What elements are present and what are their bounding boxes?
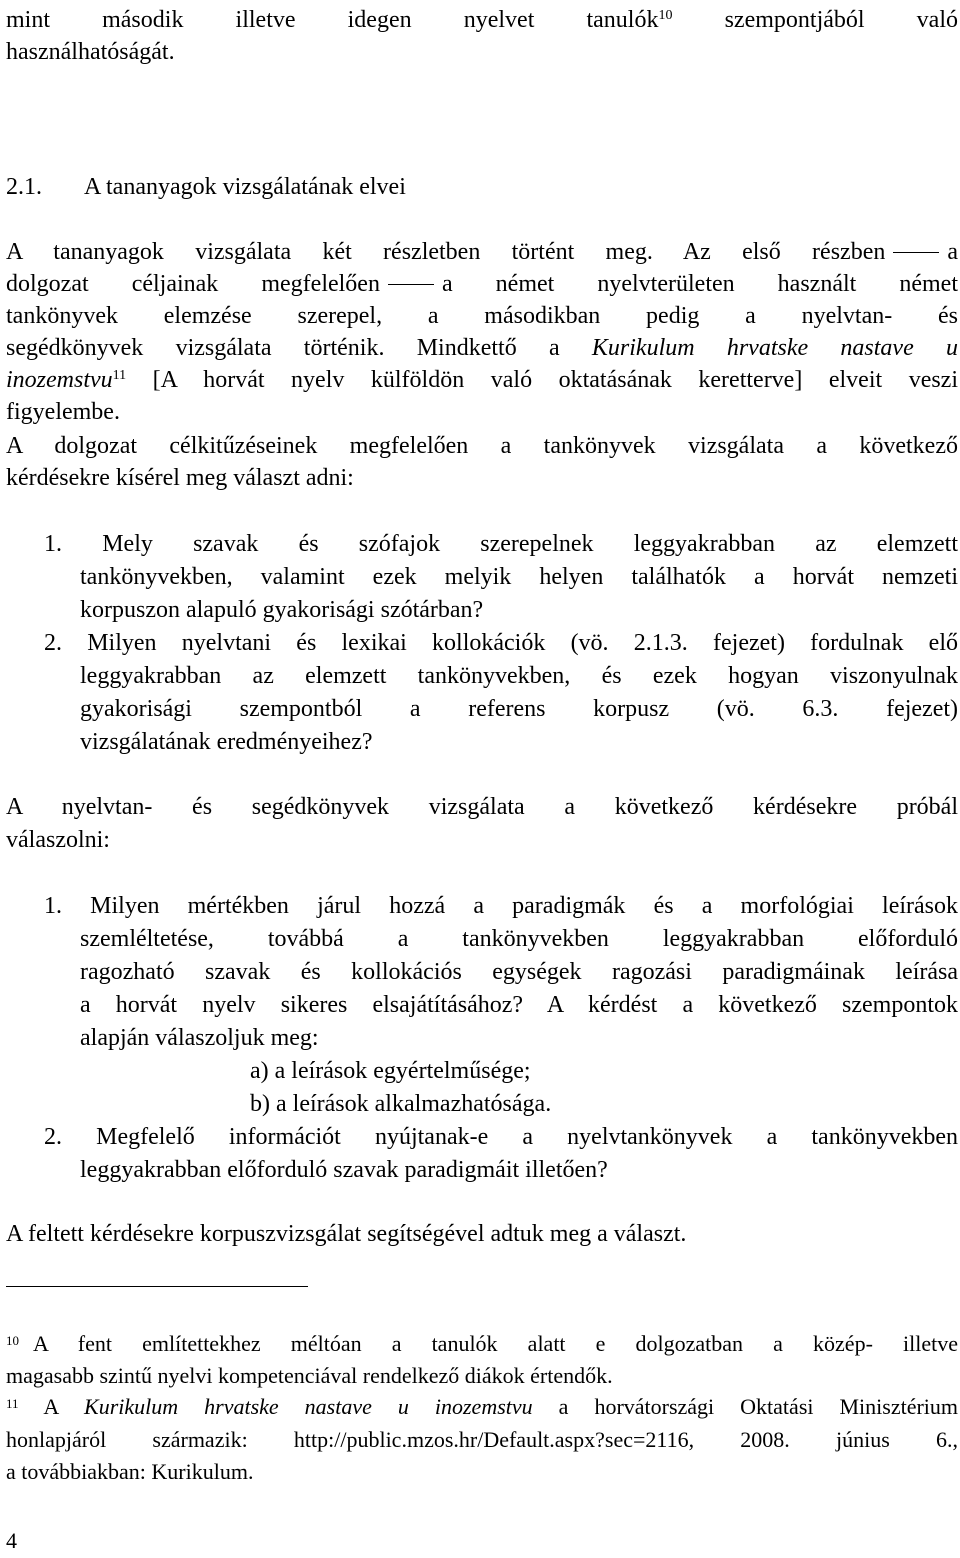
- section-title: A tananyagok vizsgálatának elvei: [84, 174, 406, 200]
- section-heading: [6, 173, 406, 201]
- text-line: segédkönyvek vizsgálata történik. Mindkettő a Kurikulum hrvatske nastave u: [6, 335, 958, 361]
- text-line: A tananyagok vizsgálata két részletben történt meg. Az első részben a: [6, 239, 958, 265]
- footnote-ref-10[interactable]: 10: [658, 8, 673, 23]
- list-item: korpuszon alapuló gyakorisági szótárban?: [80, 597, 484, 623]
- list-item: szemléltetése, továbbá a tankönyvekben leggyakrabban előforduló: [80, 926, 958, 952]
- list-item: leggyakrabban előforduló szavak paradigmáit illetően?: [80, 1157, 608, 1183]
- list-item: alapján válaszoljuk meg:: [80, 1025, 319, 1051]
- list-item: 1. Milyen mértékben járul hozzá a paradigmák és a morfológiai leírások: [44, 893, 958, 919]
- page-number: 4: [6, 1528, 17, 1553]
- text-line: tankönyvek elemzése szerepel, a másodikban pedig a nyelvtan- és: [6, 303, 958, 329]
- list-item: tankönyvekben, valamint ezek melyik helyen találhatók a horvát nemzeti: [80, 564, 958, 590]
- sub-list-item: b) a leírások alkalmazhatósága.: [250, 1091, 552, 1117]
- text-line: válaszolni:: [6, 827, 110, 853]
- footnote-11-line: honlapjáról származik: http://public.mzos.hr/Default.aspx?sec=2116, 2008. június 6.,: [6, 1427, 958, 1452]
- text-line: A nyelvtan- és segédkönyvek vizsgálata a következő kérdésekre próbál: [6, 794, 958, 820]
- section-number: 2.1.: [6, 174, 42, 200]
- text-line: A feltett kérdésekre korpuszvizsgálat segítségével adtuk meg a választ.: [6, 1221, 687, 1247]
- footnote-11: $^{11}$ A Kurikulum hrvatske nastave u inozemstvu a horvátországi Oktatási Minisztérium: [6, 1394, 959, 1419]
- list-item: leggyakrabban az elemzett tankönyvekben, és ezek hogyan viszonyulnak: [80, 663, 958, 689]
- text-line: mint második illetve idegen nyelvet tanulók$^{10}$ szempontjából való: [6, 7, 958, 33]
- list-item: 1. Mely szavak és szófajok szerepelnek leggyakrabban az elemzett: [44, 531, 958, 557]
- list-item: a horvát nyelv sikeres elsajátításához? A kérdést a következő szempontok: [80, 992, 958, 1018]
- list-item: ragozható szavak és kollokációs egységek ragozási paradigmáinak leírása: [80, 959, 958, 985]
- text-line: inozemstvu$^{11}$ [A horvát nyelv külföldön való oktatásának keretterve] elveit veszi: [6, 367, 959, 393]
- footnote-11-line: a továbbiakban: Kurikulum.: [6, 1459, 254, 1484]
- text-line: figyelembe.: [6, 399, 120, 425]
- text-line: dolgozat céljainak megfelelően a német nyelvterületen használt német: [6, 271, 959, 297]
- em-dash: [893, 252, 939, 253]
- list-item: 2. Milyen nyelvtani és lexikai kollokációk (vö. 2.1.3. fejezet) fordulnak elő: [44, 630, 958, 656]
- footnote-10: $^{10}$ A fent említettekhez méltóan a tanulók alatt e dolgozatban a közép- illetve: [6, 1331, 958, 1356]
- footnote-separator: [6, 1286, 308, 1287]
- text-line: kérdésekre kísérel meg választ adni:: [6, 465, 354, 491]
- list-item: gyakorisági szempontból a referens korpusz (vö. 6.3. fejezet): [80, 696, 958, 722]
- footnote-ref-11[interactable]: 11: [112, 368, 127, 383]
- footnote-10-line: magasabb szintű nyelvi kompetenciával rendelkező diákok értendők.: [6, 1363, 613, 1388]
- list-item: 2. Megfelelő információt nyújtanak-e a nyelvtankönyvek a tankönyvekben: [44, 1124, 958, 1150]
- em-dash: [388, 284, 434, 285]
- list-item: vizsgálatának eredményeihez?: [80, 729, 373, 755]
- sub-list-item: a) a leírások egyértelműsége;: [250, 1058, 531, 1084]
- text-line: A dolgozat célkitűzéseinek megfelelően a tankönyvek vizsgálata a következő: [6, 433, 958, 459]
- text-line: használhatóságát.: [6, 39, 175, 65]
